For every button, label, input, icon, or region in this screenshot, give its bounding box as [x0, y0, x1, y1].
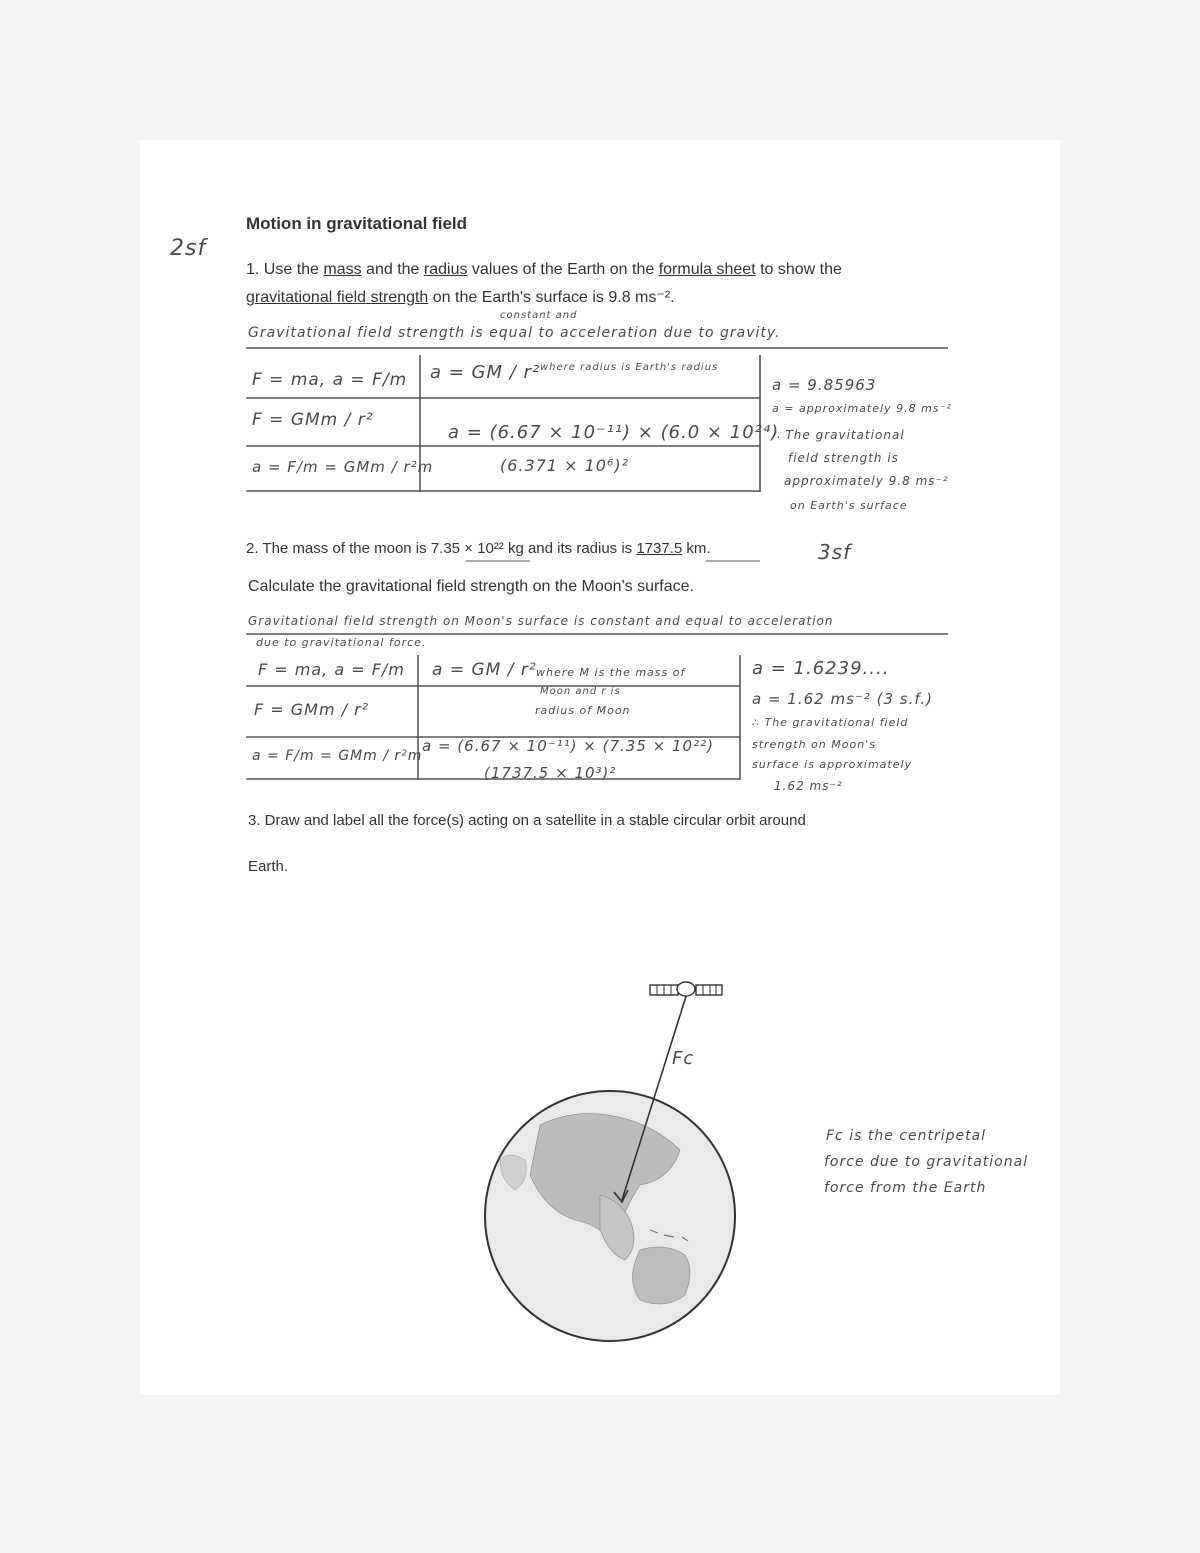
q2-col2-formula: a = GM / r² [432, 660, 537, 680]
earth-globe [485, 1091, 735, 1341]
q1-text: on the Earth's surface is 9.8 ms⁻². [428, 289, 675, 306]
q2-col3-line3: ∴ The gravitational field [752, 716, 909, 729]
q2-col3-line2: a = 1.62 ms⁻² (3 s.f.) [752, 690, 933, 708]
q1-col3-line1: a = 9.85963 [772, 376, 877, 394]
q2-text: km. [682, 540, 711, 557]
q2-radius-value: 1737.5 [636, 540, 683, 557]
q1-col3-line4: field strength is [788, 451, 899, 465]
q1-col1-row3: a = F/m = GMm / r²m [252, 458, 434, 476]
q2-col2-note-1: where M is the mass of [536, 666, 686, 679]
q2-col2-denominator: (1737.5 × 10³)² [484, 764, 617, 782]
q1-text: 1. Use the [246, 261, 324, 278]
question-2-prompt: Calculate the gravitational field strength on the Moon's surface. [248, 578, 694, 595]
q2-text: kg and its radius is [503, 540, 637, 557]
q2-col2-note-2: Moon and r is [540, 686, 621, 697]
q2-col3-line1: a = 1.6239.... [752, 658, 890, 679]
q3-note-line-2: force due to gravitational [824, 1154, 1029, 1170]
page-title: Motion in gravitational field [246, 214, 467, 233]
q1-col3-line5: approximately 9.8 ms⁻² [784, 474, 949, 488]
q2-col3-line5: surface is approximately [752, 758, 913, 771]
question-3-line-1: 3. Draw and label all the force(s) acting on a satellite in a stable circular orbit around [248, 812, 806, 829]
q1-hw-insert: constant and [500, 310, 578, 321]
q1-col2-substitution: a = (6.67 × 10⁻¹¹) × (6.0 × 10²⁴) [448, 422, 780, 443]
q1-text: to show the [755, 261, 842, 278]
q2-hw-heading-2: due to gravitational force. [256, 636, 427, 649]
q2-col2-note-3: radius of Moon [535, 704, 631, 717]
q2-hw-sf: 3sf [818, 540, 852, 564]
q1-col3-line3: ∴ The gravitational [772, 428, 905, 442]
q1-col2-denominator: (6.371 × 10⁶)² [500, 456, 630, 475]
q2-col1-row2: F = GMm / r² [254, 700, 370, 719]
q3-note-line-3: force from the Earth [824, 1180, 987, 1196]
q1-word-radius: radius [423, 261, 468, 278]
satellite-icon [650, 982, 722, 996]
q2-col3-line6: 1.62 ms⁻² [774, 779, 843, 793]
q1-col2-formula: a = GM / r² [430, 362, 541, 383]
q1-col3-line2: a = approximately 9.8 ms⁻² [772, 402, 952, 415]
q2-col1-row1: F = ma, a = F/m [258, 660, 405, 679]
q1-hw-heading: Gravitational field strength is equal to acceleration due to gravity. [248, 325, 781, 341]
force-label: Fc [672, 1048, 695, 1069]
q2-text: 2. The mass of the moon is [246, 540, 431, 557]
q1-col1-row2: F = GMm / r² [252, 410, 374, 430]
q1-col3-line6: on Earth's surface [790, 499, 908, 512]
question-3-line-2: Earth. [248, 858, 289, 875]
q2-mass-value: 7.35 × 10²² [430, 540, 504, 557]
q1-word-mass: mass [323, 261, 362, 278]
q1-word-gfs: gravitational field strength [246, 289, 429, 306]
q2-hw-heading-1: Gravitational field strength on Moon's surface is constant and equal to acceleration [248, 614, 834, 628]
q1-col1-row1: F = ma, a = F/m [252, 370, 408, 390]
q1-col2-note: where radius is Earth's radius [540, 362, 719, 373]
margin-note: 2sf [170, 236, 207, 261]
q1-text: values of the Earth on the [467, 261, 659, 278]
q2-col2-substitution: a = (6.67 × 10⁻¹¹) × (7.35 × 10²²) [422, 737, 714, 755]
q3-note-line-1: Fc is the centripetal [826, 1128, 987, 1144]
q2-col1-row3: a = F/m = GMm / r²m [252, 748, 423, 764]
q2-col3-line4: strength on Moon's [752, 738, 876, 751]
q1-text: and the [361, 261, 424, 278]
q1-word-formula: formula sheet [658, 261, 756, 278]
